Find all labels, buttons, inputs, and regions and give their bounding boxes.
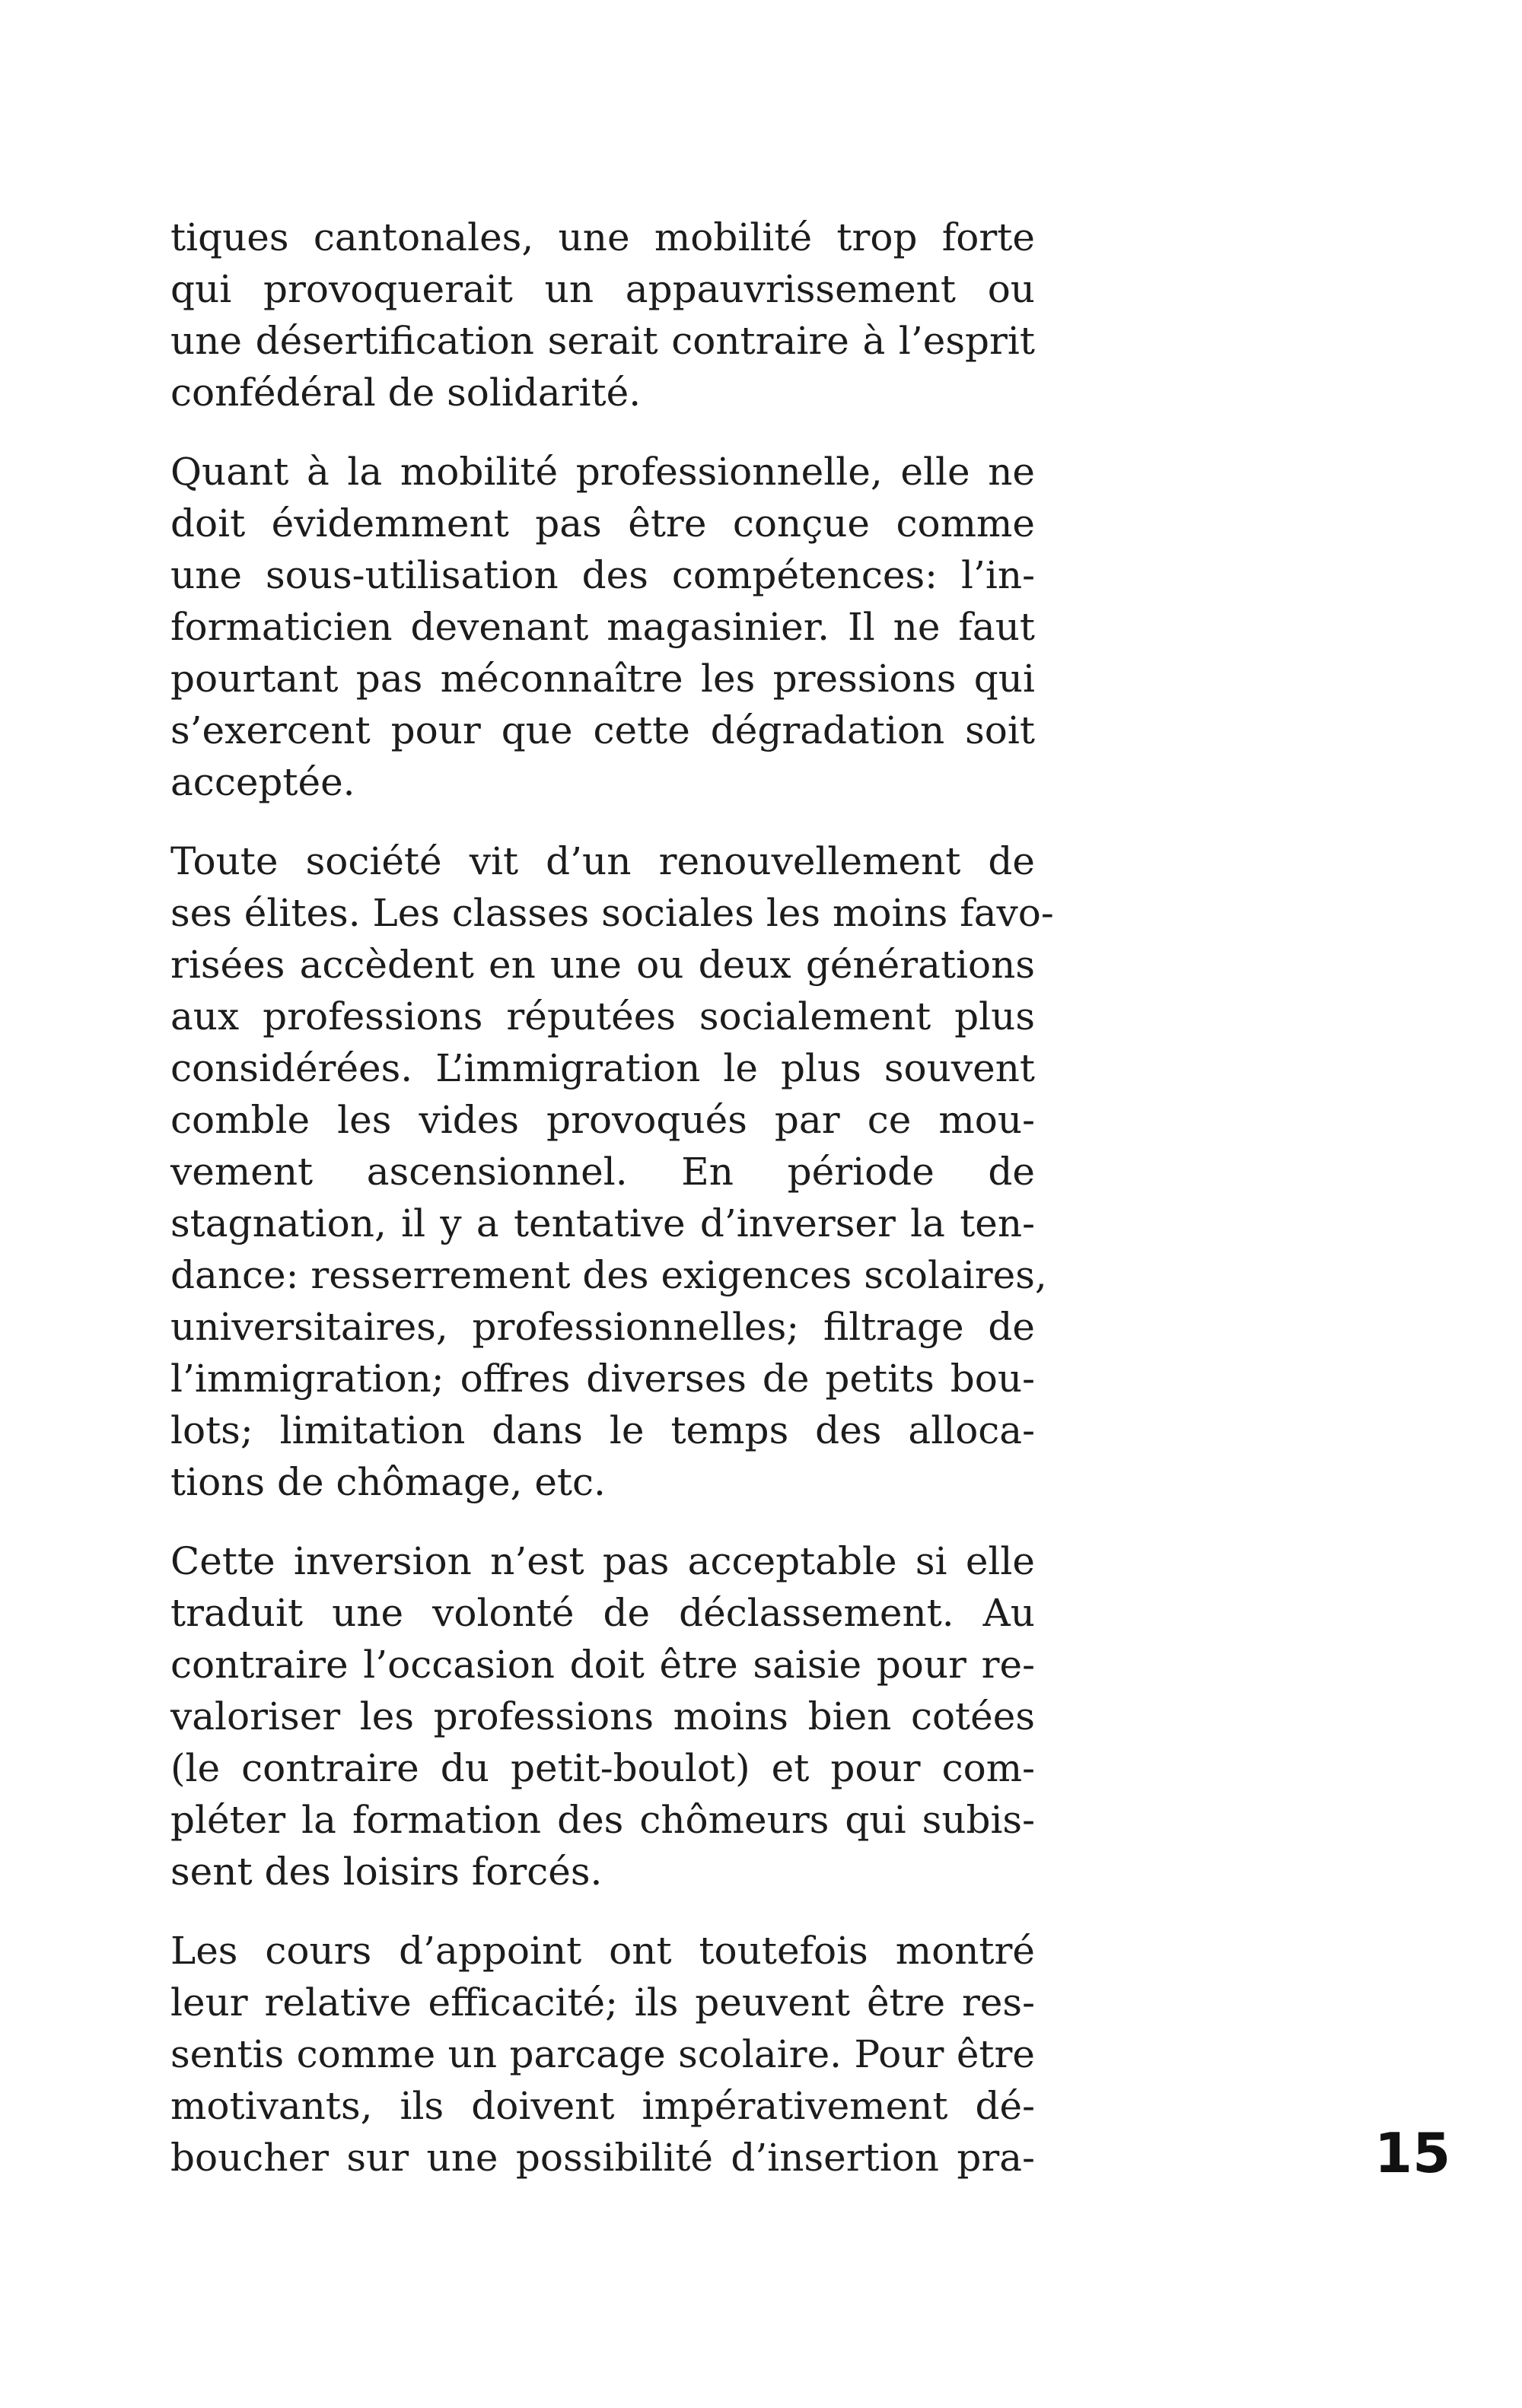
text-line: lots; limitation dans le temps des alloca- — [170, 1408, 1035, 1452]
text-line: stagnation, il y a tentative d’inverser la ten- — [170, 1201, 1035, 1245]
paragraph-1 — [170, 212, 1035, 418]
text-line: boucher sur une possibilité d’insertion pra- — [170, 2136, 1035, 2180]
text-line: tiques cantonales, une mobilité trop forte — [170, 215, 1035, 259]
text-line: risées accèdent en une ou deux générations — [170, 943, 1035, 987]
text-line: sentis comme un parcage scolaire. Pour être — [170, 2032, 1035, 2076]
text-line: motivants, ils doivent impérativement dé- — [170, 2084, 1035, 2128]
text-line: dance: resserrement des exigences scolaires, — [170, 1253, 1047, 1297]
page-number: 15 — [1374, 2121, 1451, 2185]
text-line: valoriser les professions moins bien cotées — [170, 1694, 1035, 1738]
text-line: acceptée. — [170, 760, 355, 804]
paragraph-4 — [170, 1535, 1035, 1897]
text-line: Toute société vit d’un renouvellement de — [170, 839, 1035, 883]
text-line: Cette inversion n’est pas acceptable si elle — [170, 1539, 1035, 1583]
text-line: Quant à la mobilité professionnelle, elle ne — [170, 450, 1035, 494]
text-line: une désertification serait contraire à l’esprit — [170, 319, 1035, 363]
text-line: pléter la formation des chômeurs qui subis- — [170, 1798, 1035, 1842]
text-line: comble les vides provoqués par ce mou- — [170, 1098, 1035, 1142]
text-line: vement ascensionnel. En période de — [170, 1150, 1035, 1194]
text-line: formaticien devenant magasinier. Il ne faut — [170, 605, 1035, 649]
paragraph-3 — [170, 835, 1054, 1508]
text-line: qui provoquerait un appauvrissement ou — [170, 267, 1035, 311]
text-line: s’exercent pour que cette dégradation soit — [170, 708, 1035, 752]
text-line: une sous-utilisation des compétences: l’in- — [170, 553, 1035, 597]
text-line: l’immigration; offres diverses de petits bou- — [170, 1357, 1035, 1401]
text-line: (le contraire du petit-boulot) et pour com- — [170, 1746, 1035, 1790]
text-line: universitaires, professionnelles; filtrage de — [170, 1305, 1035, 1349]
text-line: aux professions réputées socialement plus — [170, 994, 1035, 1039]
body-text — [170, 212, 1054, 2211]
paragraph-2 — [170, 446, 1035, 808]
paragraph-5 — [170, 1925, 1035, 2184]
text-line: traduit une volonté de déclassement. Au — [170, 1591, 1035, 1635]
text-line: confédéral de solidarité. — [170, 371, 642, 415]
text-line: considérées. L’immigration le plus souvent — [170, 1046, 1035, 1090]
text-line: tions de chômage, etc. — [170, 1460, 606, 1504]
text-line: ses élites. Les classes sociales les moins favo- — [170, 891, 1054, 935]
text-line: contraire l’occasion doit être saisie pour re- — [170, 1643, 1035, 1687]
text-line: pourtant pas méconnaître les pressions qui — [170, 657, 1035, 701]
text-line: leur relative efficacité; ils peuvent être res- — [170, 1980, 1035, 2025]
text-line: doit évidemment pas être conçue comme — [170, 501, 1035, 546]
text-line: Les cours d’appoint ont toutefois montré — [170, 1929, 1035, 1973]
text-line: sent des loisirs forcés. — [170, 1850, 603, 1894]
